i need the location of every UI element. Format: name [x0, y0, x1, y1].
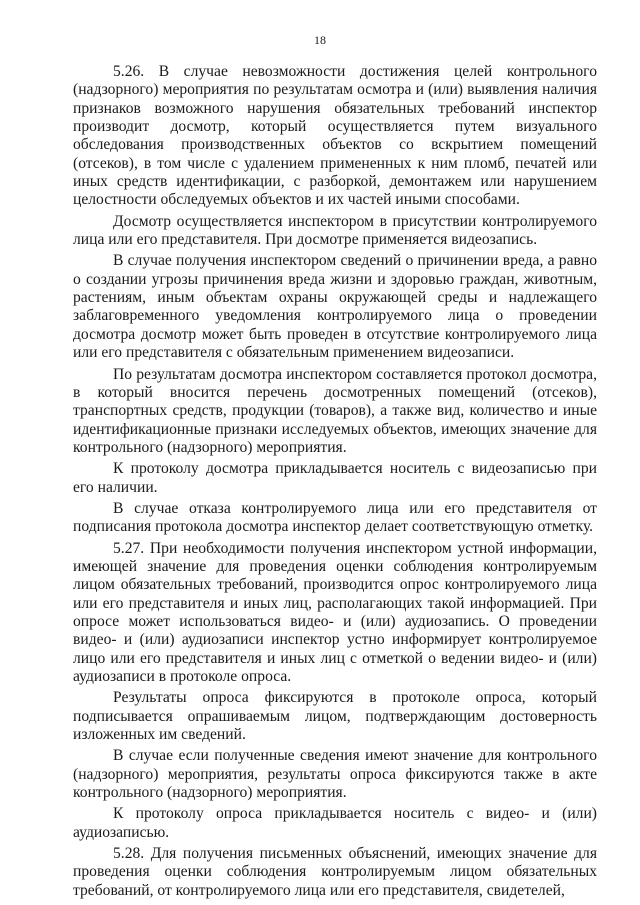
- paragraph-5-27: 5.27. При необходимости получения инспектором устной информации, имеющей значение для проведения оценки соблюдения контролируемым лицом обязательных требований, производится опрос контролируемого лица или его представителя и иных лиц, располагающих такой информацией. При опросе может использоваться видео- и (или) аудиозапись. О проведении видео- и (или) аудиозаписи инспектор устно информирует контролируемое лицо или его представителя и иных лиц с отметкой о ведении видео- и (или) аудиозаписи в протоколе опроса.: [73, 539, 597, 685]
- paragraph-inspection-absence: В случае получения инспектором сведений о причинении вреда, а равно о создании угрозы причинения вреда жизни и здоровью граждан, животным, растениям, иным объектам охраны окружающей среды и надлежащего заблаговременного уведомления контролируемого лица о проведении досмотра досмотр может быть проведен в отсутствие контролируемого лица или его представителя с обязательным применением видеозаписи.: [73, 252, 597, 362]
- paragraph-inspection-protocol: По результатам досмотра инспектором составляется протокол досмотра, в который вносится перечень досмотренных помещений (отсеков), транспортных средств, продукции (товаров), а также вид, количество и иные идентификационные признаки исследуемых объектов, имеющих значение для контрольного (надзорного) мероприятия.: [73, 365, 597, 456]
- paragraph-5-28: 5.28. Для получения письменных объяснений, имеющих значение для проведения оценки соблюдения контролируемым лицом обязательных требований, от контролируемого лица или его представителя, свидетелей,: [73, 845, 597, 899]
- paragraph-survey-attachment: К протоколу опроса прикладывается носитель с видео- и (или) аудиозаписью.: [73, 805, 597, 841]
- paragraph-video-attachment: К протоколу досмотра прикладывается носитель с видеозаписью при его наличии.: [73, 460, 597, 496]
- document-body: [73, 63, 597, 903]
- paragraph-refusal-mark: В случае отказа контролируемого лица или его представителя от подписания протокола досмотра инспектор делает соответствующую отметку.: [73, 499, 597, 536]
- paragraph-survey-act: В случае если полученные сведения имеют значение для контрольного (надзорного) мероприятия, результаты опроса фиксируются также в акте контрольного (надзорного) мероприятия.: [73, 747, 597, 802]
- paragraph-inspection-presence: Досмотр осуществляется инспектором в присутствии контролируемого лица или его представителя. При досмотре применяется видеозапись.: [73, 212, 597, 249]
- paragraph-5-26: 5.26. В случае невозможности достижения целей контрольного (надзорного) мероприятия по результатам осмотра и (или) выявления наличия признаков возможного нарушения обязательных требований инспектор производит досмотр, который осуществляется путем визуального обследования производственных объектов со вскрытием помещений (отсеков), в том числе с удалением примененных к ним пломб, печатей или иных средств идентификации, с разборкой, демонтажем или нарушением целостности обследуемых объектов и их частей иными способами.: [73, 63, 597, 209]
- page-number: 18: [314, 33, 326, 47]
- paragraph-survey-results: Результаты опроса фиксируются в протоколе опроса, который подписывается опрашиваемым лицом, подтверждающим достоверность изложенных им сведений.: [73, 689, 597, 744]
